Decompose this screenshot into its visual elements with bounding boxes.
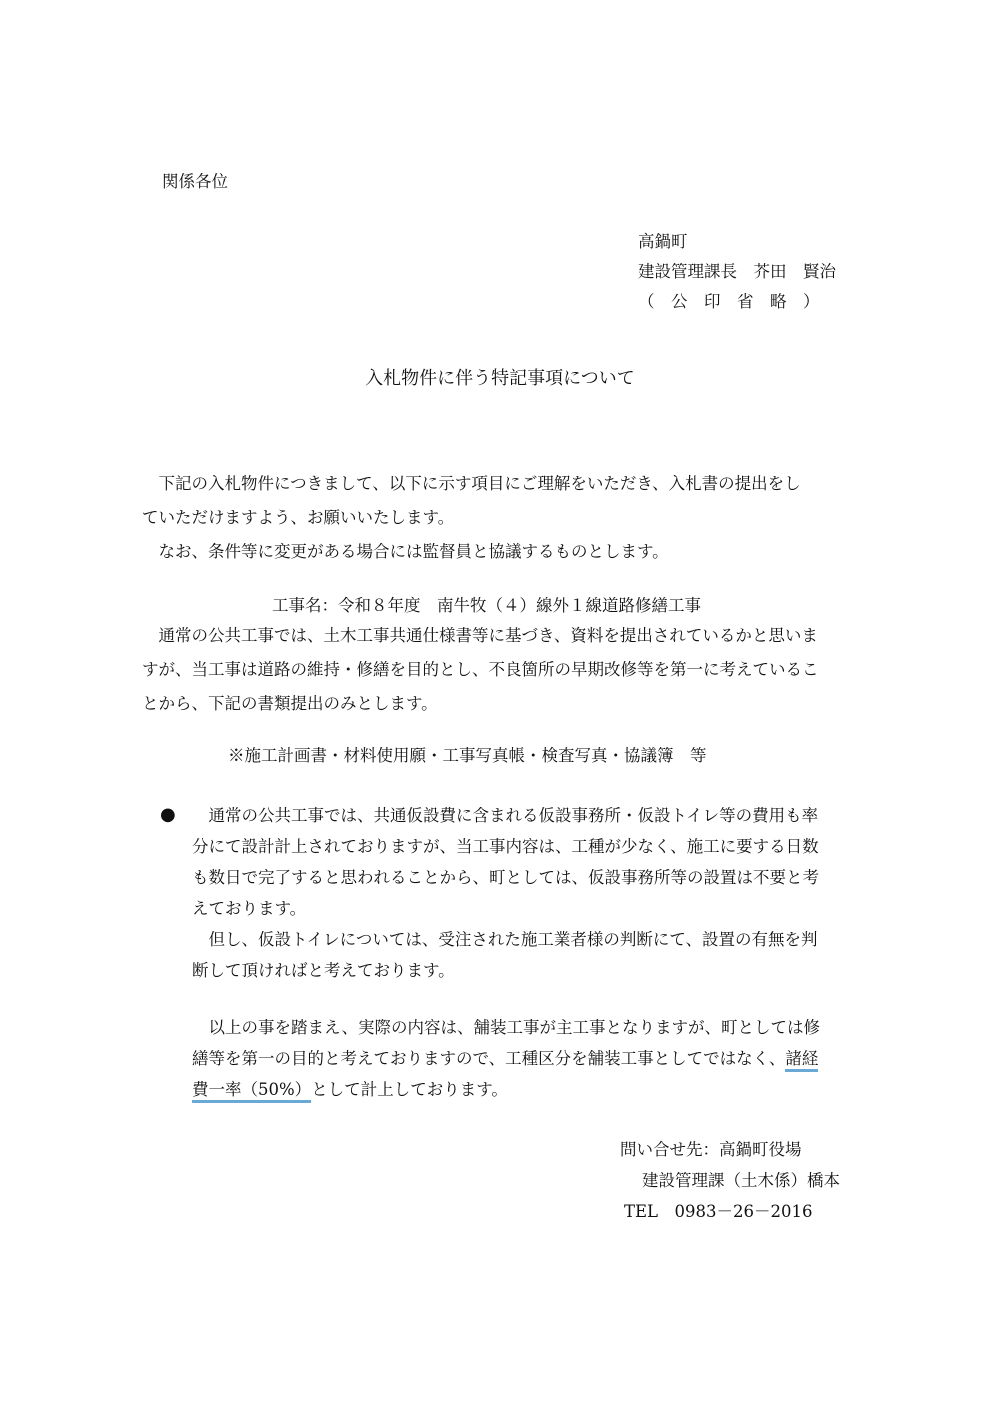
closing-line: 以上の事を踏まえ、実際の内容は、舗装工事が主工事となりますが、町としては修 xyxy=(192,1018,820,1037)
contact-phone: TEL 0983－26－2016 xyxy=(624,1202,813,1221)
addressee: 関係各位 xyxy=(162,172,228,191)
contact-office: 問い合せ先：高鍋町役場 xyxy=(620,1140,802,1159)
closing-paragraph xyxy=(192,1018,820,1111)
intro-line: ていただけますよう、お願いいたします。 xyxy=(142,508,455,527)
bullet-line: 通常の公共工事では、共通仮設費に含まれる仮設事務所・仮設トイレ等の費用も率 xyxy=(192,806,819,825)
intro-line: なお、条件等に変更がある場合には監督員と協議するものとします。 xyxy=(142,542,669,561)
contact-section: 建設管理課（土木係）橋本 xyxy=(642,1171,840,1190)
body-line: とから、下記の書類提出のみとします。 xyxy=(142,694,438,713)
document-title: 入札物件に伴う特記事項について xyxy=(365,368,635,389)
underlined-phrase: 費一率（50%） xyxy=(192,1080,311,1103)
intro-paragraph xyxy=(142,474,862,576)
sender-person: 建設管理課長 芥田 賢治 xyxy=(638,262,836,281)
bullet-icon: ● xyxy=(160,804,176,825)
sender-org: 高鍋町 xyxy=(638,232,688,251)
body-line: すが、当工事は道路の維持・修繕を目的とし、不良箇所の早期改修等を第一に考えているこ xyxy=(142,660,819,679)
bullet-line: も数日で完了すると思われることから、町としては、仮設事務所等の設置は不要と考 xyxy=(192,868,819,887)
body-line: 通常の公共工事では、土木工事共通仕様書等に基づき、資料を提出されているかと思いま xyxy=(142,626,818,645)
required-documents: ※施工計画書・材料使用願・工事写真帳・検査写真・協議簿 等 xyxy=(228,746,707,765)
bullet-line: えております。 xyxy=(192,899,307,918)
bullet-line: 断して頂ければと考えております。 xyxy=(192,961,455,980)
closing-text: 繕等を第一の目的と考えておりますので、工種区分を舗装工事としてではなく、 xyxy=(192,1049,786,1068)
contact-block xyxy=(620,1140,840,1233)
intro-line: 下記の入札物件につきまして、以下に示す項目にご理解をいただき、入札書の提出をし xyxy=(142,474,801,493)
work-name: 工事名：令和８年度 南牛牧（４）線外１線道路修繕工事 xyxy=(272,596,701,615)
bullet-paragraph xyxy=(192,806,819,992)
bullet-line: 但し、仮設トイレについては、受注された施工業者様の判断にて、設置の有無を判 xyxy=(192,930,818,949)
body-paragraph xyxy=(142,626,862,728)
closing-line xyxy=(192,1080,820,1111)
closing-text: として計上しております。 xyxy=(311,1080,508,1099)
bullet-line: 分にて設計計上されておりますが、当工事内容は、工種が少なく、施工に要する日数 xyxy=(192,837,819,856)
closing-line xyxy=(192,1049,820,1080)
seal-note: （ 公 印 省 略 ） xyxy=(638,292,820,311)
underlined-phrase: 諸経 xyxy=(785,1049,818,1072)
sender-block xyxy=(638,232,836,322)
